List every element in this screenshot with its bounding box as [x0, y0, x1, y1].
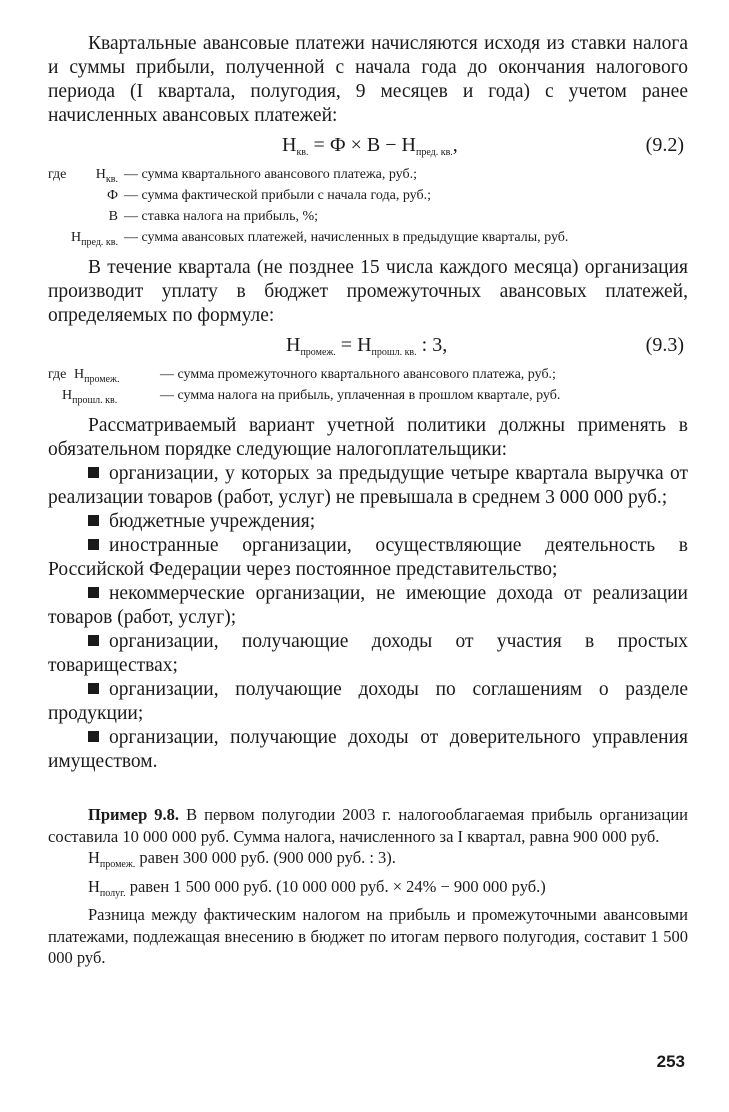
formula-subscript: промеж. — [300, 347, 336, 358]
legend-row — [48, 364, 688, 385]
legend-row — [48, 185, 688, 206]
list-item: организации, получающие доходы от доверительного управления имуществом. — [48, 727, 688, 772]
formula-9-2-expression — [282, 134, 458, 158]
legend-text: — сумма фактической прибыли с начала года, руб.; — [124, 188, 431, 203]
legend-prefix: где — [48, 367, 67, 382]
legend-symbol: $Н_{промеж.}$ — [74, 367, 120, 385]
formula-9-3-expression — [286, 334, 447, 358]
formula-9-3 — [48, 328, 688, 360]
formula-operator: = Н — [335, 334, 372, 356]
square-bullet-icon — [88, 635, 99, 646]
square-bullet-icon — [88, 731, 99, 742]
formula-number: (9.2) — [645, 134, 684, 156]
list-item: иностранные организации, осуществляющие деятельность в Российской Федерации через постоянное представительство; — [48, 535, 688, 580]
legend-text: — ставка налога на прибыль, %; — [124, 209, 319, 224]
square-bullet-icon — [88, 515, 99, 526]
legend-text: — сумма промежуточного квартального авансового платежа, руб.; — [160, 367, 556, 382]
legend-9-2 — [48, 164, 688, 250]
formula-symbol: Н — [282, 134, 297, 156]
legend-row — [48, 206, 688, 227]
legend-symbol: В — [108, 209, 118, 224]
legend-text: — сумма авансовых платежей, начисленных в предыдущие кварталы, руб. — [124, 230, 569, 245]
formula-subscript: кв. — [296, 147, 309, 158]
legend-row — [48, 227, 688, 248]
paragraph-quarter: В течение квартала (не позднее 15 числа каждого месяца) организация производит уплату в бюджет промежуточных авансовых платежей, определяемых по формуле: — [48, 257, 688, 326]
formula-subscript: пред. кв. — [415, 147, 453, 158]
legend-symbol: $Н_{кв.}$ — [95, 167, 118, 185]
legend-row — [48, 385, 688, 406]
legend-symbol: Ф — [106, 188, 118, 203]
paragraph-taxpayers: Рассматриваемый вариант учетной политики должны применять в обязательном порядке следующие налогоплательщики: — [48, 415, 688, 460]
legend-row — [48, 164, 688, 185]
list-item: организации, получающие доходы по соглашениям о разделе продукции; — [48, 679, 688, 724]
example-title: Пример 9.8. — [88, 805, 180, 824]
page-body — [48, 32, 688, 969]
list-item: организации, у которых за предыдущие четыре квартала выручка от реализации товаров (работ, услуг) не превышала в среднем 3 000 000 руб.; — [48, 463, 688, 508]
page-number: 253 — [656, 1052, 685, 1071]
formula-9-2 — [48, 128, 688, 160]
square-bullet-icon — [88, 587, 99, 598]
formula-subscript: прошл. кв. — [371, 347, 417, 358]
square-bullet-icon — [88, 467, 99, 478]
list-item: некоммерческие организации, не имеющие дохода от реализации товаров (работ, услуг); — [48, 583, 688, 628]
formula-tail: , — [452, 134, 458, 156]
legend-prefix: где — [48, 167, 67, 182]
formula-tail: : 3, — [416, 334, 448, 356]
legend-9-3 — [48, 364, 688, 408]
square-bullet-icon — [88, 539, 99, 550]
example-intro: Пример 9.8. В первом полугодии 2003 г. налогооблагаемая прибыль организации составила 10 000 000 руб. Сумма налога, начисленного за I квартал, равна 900 000 руб. — [48, 805, 688, 846]
paragraph-intro: Квартальные авансовые платежи начисляются исходя из ставки налога и суммы прибыли, полученной с начала года до окончания налогового периода (I квартала, полугодия, 9 месяцев и года) с учетом ранее начисленных авансовых платежей: — [48, 33, 688, 126]
example-line: $Н_{промеж.}$ равен 300 000 руб. (900 000 руб. : 3). — [88, 848, 396, 870]
legend-text: — сумма квартального авансового платежа, руб.; — [124, 167, 417, 182]
formula-number: (9.3) — [645, 334, 684, 356]
legend-text: — сумма налога на прибыль, уплаченная в прошлом квартале, руб. — [160, 388, 561, 403]
legend-symbol: $Н_{прошл. кв.}$ — [62, 388, 118, 406]
legend-symbol: $Н_{пред. кв.}$ — [71, 230, 118, 248]
formula-symbol: Н — [286, 334, 301, 356]
example-block — [48, 804, 688, 969]
formula-operator: = Ф × В − Н — [308, 134, 416, 156]
example-conclusion: Разница между фактическим налогом на прибыль и промежуточными авансовыми платежами, подлежащая внесению в бюджет по итогам первого полугодия, составит 1 500 000 руб. — [48, 905, 688, 967]
bullet-list — [48, 462, 688, 774]
square-bullet-icon — [88, 683, 99, 694]
list-item: организации, получающие доходы от участия в простых товариществах; — [48, 631, 688, 676]
example-line: $Н_{полуг.}$ равен 1 500 000 руб. (10 000 000 руб. × 24% − 900 000 руб.) — [88, 876, 546, 899]
list-item: бюджетные учреждения; — [48, 510, 688, 534]
